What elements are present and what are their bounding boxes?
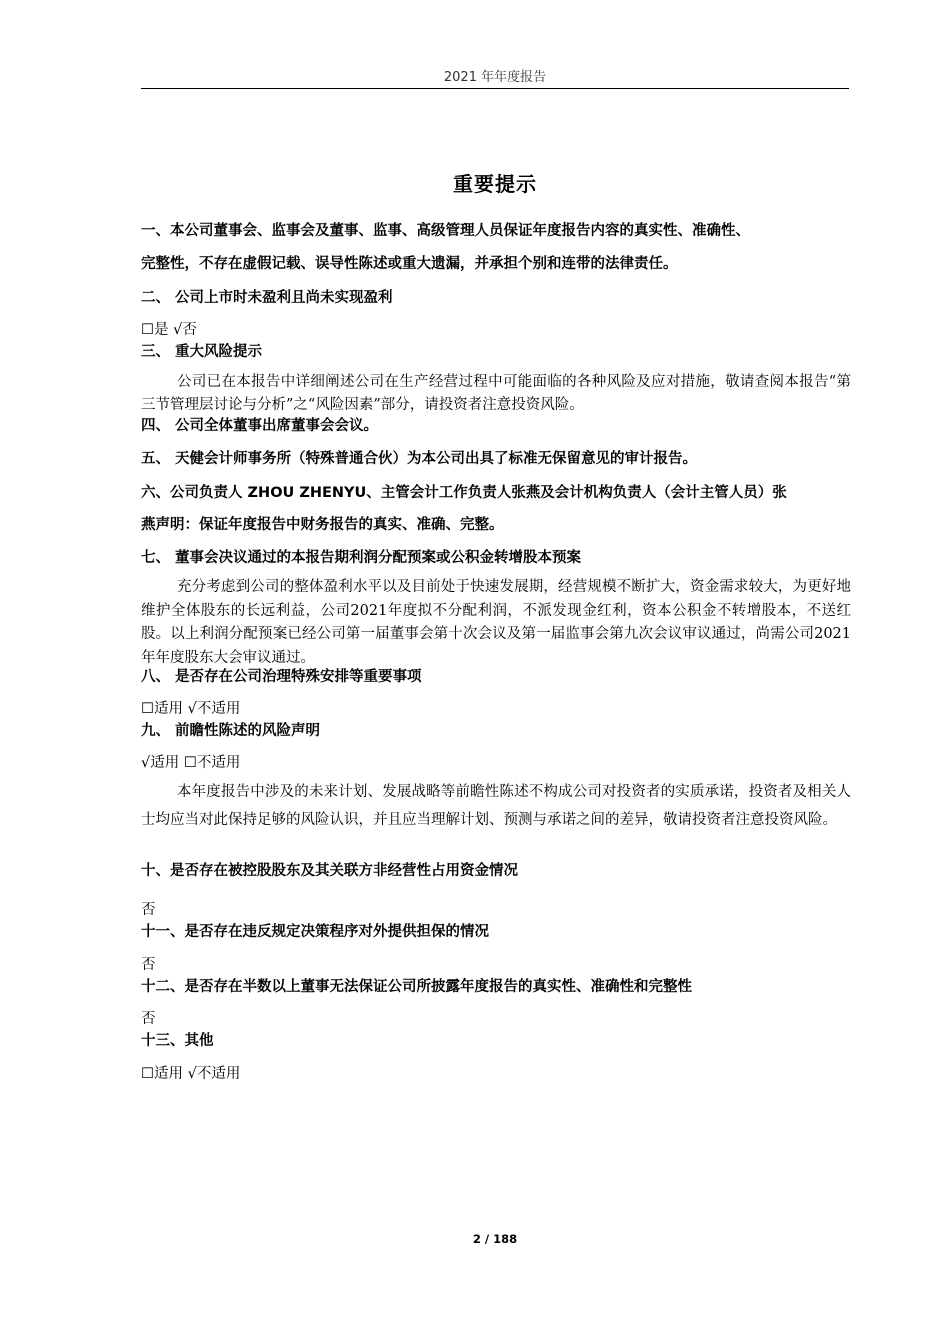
section-8-options: ☐适用 √不适用: [141, 701, 241, 717]
section-7-heading: 七、 董事会决议通过的本报告期利润分配预案或公积金转增股本预案: [141, 550, 582, 566]
section-11-answer: 否: [141, 957, 156, 973]
page-number: 2 / 188: [472, 1232, 518, 1246]
section-1-line-2: 完整性，不存在虚假记载、误导性陈述或重大遗漏，并承担个别和连带的法律责任。: [141, 256, 678, 272]
section-7-body: 充分考虑到公司的整体盈利水平以及目前处于快速发展期，经营规模不断扩大，资金需求较大，为更好地维护全体股东的长远利益，公司2021年度拟不分配利润，不派发现金红利，资本公积金不转增股本，不送红股。以上利润分配预案已经公司第一届董事会第十次会议及第一届监事会第九次会议审议通过，尚需公司2021年年度股东大会审议通过。: [141, 579, 851, 666]
section-4-heading: 四、 公司全体董事出席董事会会议。: [141, 418, 379, 434]
section-9-heading: 九、 前瞻性陈述的风险声明: [141, 723, 321, 739]
section-10-answer: 否: [141, 902, 156, 918]
section-6-line-1: 六、公司负责人 ZHOU ZHENYU、主管会计工作负责人张燕及会计机构负责人（会计主管人员）张: [141, 485, 787, 501]
section-2-options: ☐是 √否: [141, 322, 197, 338]
page-title: 重要提示: [453, 172, 537, 196]
section-13-options: ☐适用 √不适用: [141, 1066, 241, 1082]
section-13-heading: 十三、其他: [141, 1033, 214, 1049]
section-11-heading: 十一、是否存在违反规定决策程序对外提供担保的情况: [141, 924, 489, 940]
section-6-line-2: 燕声明：保证年度报告中财务报告的真实、准确、完整。: [141, 517, 504, 533]
section-1-line-1: 一、本公司董事会、监事会及董事、监事、高级管理人员保证年度报告内容的真实性、准确性、: [141, 223, 750, 239]
section-8-heading: 八、 是否存在公司治理特殊安排等重要事项: [141, 669, 422, 685]
header-divider: [141, 88, 849, 89]
running-header: 2021 年年度报告: [443, 70, 547, 85]
section-3-body: 公司已在本报告中详细阐述公司在生产经营过程中可能面临的各种风险及应对措施，敬请查阅本报告“第三节管理层讨论与分析”之“风险因素”部分，请投资者注意投资风险。: [141, 374, 851, 413]
section-10-heading: 十、是否存在被控股股东及其关联方非经营性占用资金情况: [141, 863, 518, 879]
section-12-heading: 十二、是否存在半数以上董事无法保证公司所披露年度报告的真实性、准确性和完整性: [141, 979, 692, 995]
section-9-options: √适用 ☐不适用: [141, 755, 241, 771]
section-2-heading: 二、 公司上市时未盈利且尚未实现盈利: [141, 290, 393, 306]
section-9-body: 本年度报告中涉及的未来计划、发展战略等前瞻性陈述不构成公司对投资者的实质承诺，投资者及相关人士均应当对此保持足够的风险认识，并且应当理解计划、预测与承诺之间的差异，敬请投资者注意投资风险。: [141, 784, 851, 828]
section-3-heading: 三、 重大风险提示: [141, 344, 263, 360]
section-12-answer: 否: [141, 1011, 156, 1027]
section-5-heading: 五、 天健会计师事务所（特殊普通合伙）为本公司出具了标准无保留意见的审计报告。: [141, 451, 698, 467]
